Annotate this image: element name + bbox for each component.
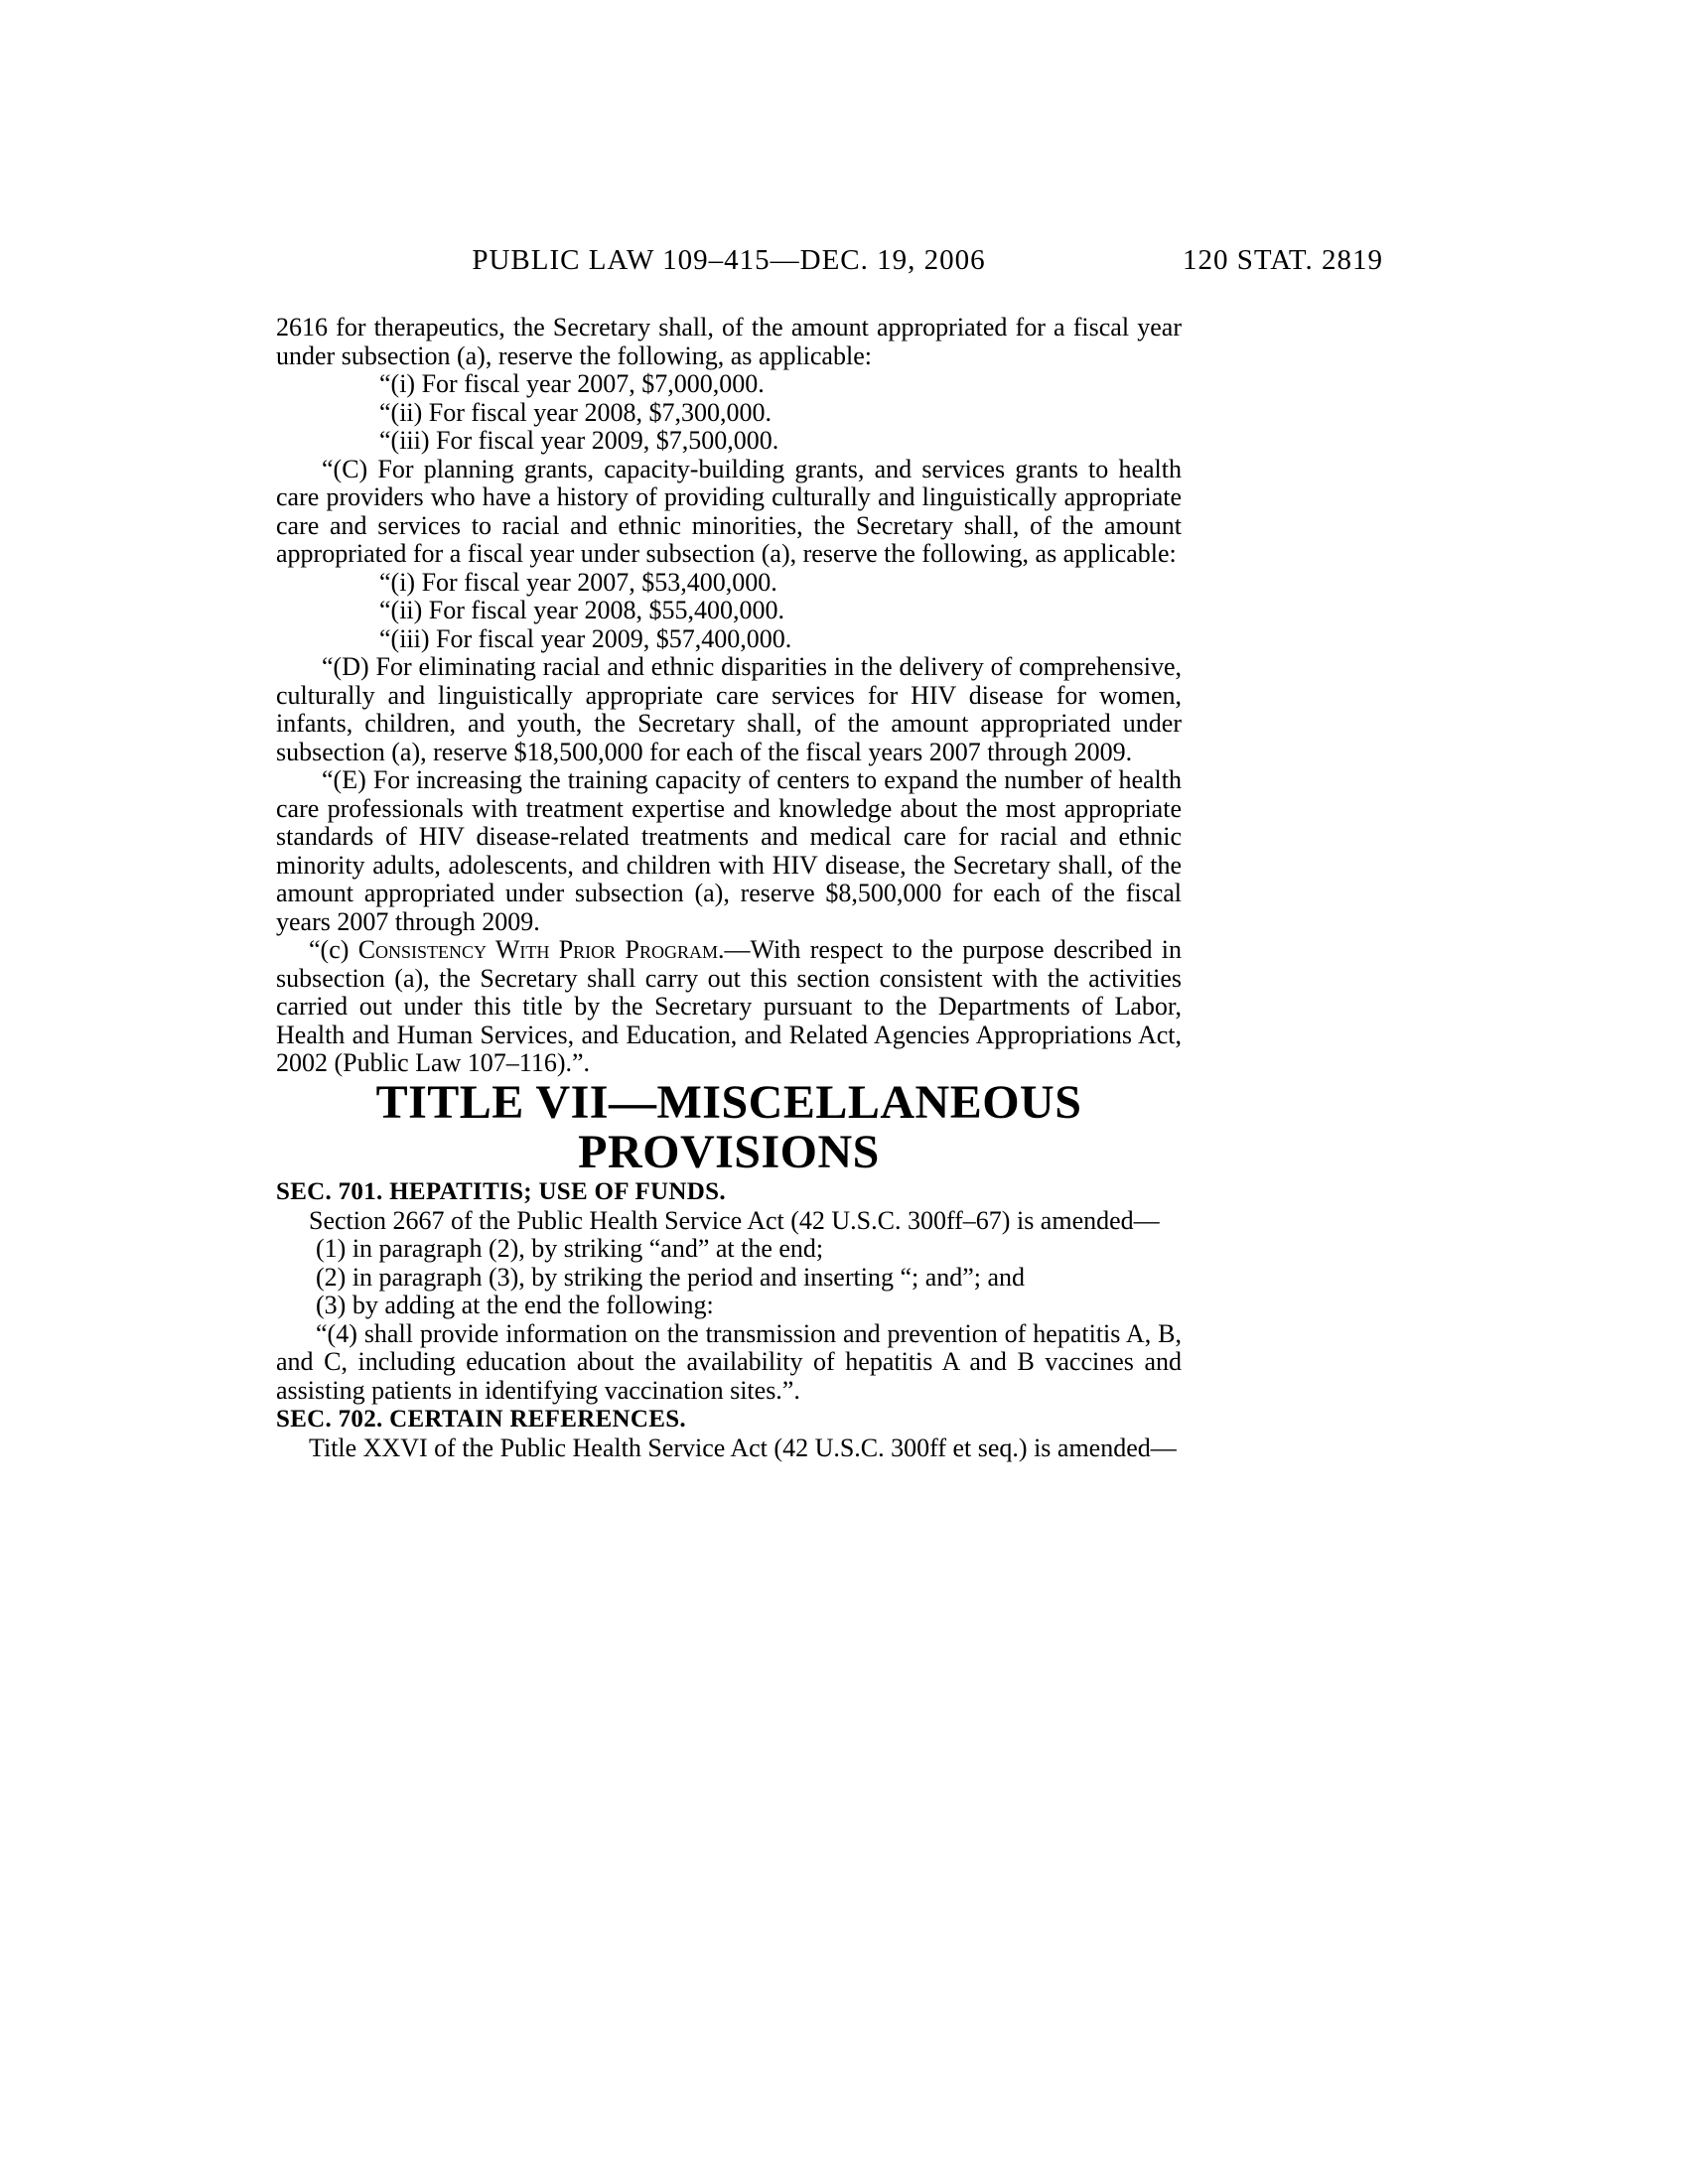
law-number: PUBLIC LAW 109–415—DEC. 19, 2006 — [472, 244, 986, 276]
stat-page-number: 120 STAT. 2819 — [1182, 244, 1383, 276]
subparagraph-d: “(D) For eliminating racial and ethnic disparities in the delivery of comprehensive, culturally and linguistically appropriate care services for HIV disease for women, infants, children, and youth, the Secretary shall, of the amount appropriated under subsection (a), reserve $18,500,000 for each of the fiscal years 2007 through 2009. — [276, 652, 1182, 766]
subparagraph-c: “(C) For planning grants, capacity-building grants, and services grants to health care providers who have a history of providing culturally and linguistically appropriate care and services to racial and ethnic minorities, the Secretary shall, of the amount appropriated for a fiscal year under subsection (a), reserve the following, as applicable: — [276, 454, 1182, 568]
clause-b-iii: “(iii) For fiscal year 2009, $7,500,000. — [379, 426, 779, 455]
section-701-intro: Section 2667 of the Public Health Service Act (42 U.S.C. 300ff–67) is amended— — [309, 1205, 1160, 1235]
section-702-intro: Title XXVI of the Public Health Service Act (42 U.S.C. 300ff et seq.) is amended— — [309, 1433, 1177, 1462]
section-701-item-2: (2) in paragraph (3), by striking the period and inserting “; and”; and — [316, 1262, 1026, 1292]
clause-c-ii: “(ii) For fiscal year 2008, $55,400,000. — [379, 596, 784, 624]
clause-b-ii: “(ii) For fiscal year 2008, $7,300,000. — [379, 397, 772, 427]
section-702-heading: SEC. 702. CERTAIN REFERENCES. — [276, 1406, 686, 1433]
subsection-c-smallcaps-heading: Consistency With Prior Program — [357, 935, 718, 964]
clause-b-i: “(i) For fiscal year 2007, $7,000,000. — [379, 369, 765, 398]
subparagraph-e: “(E) For increasing the training capacity of centers to expand the number of health care professionals with treatment expertise and knowledge about the most appropriate standards of HIV disease-related treatments and medical care for racial and ethnic minority adults, adolescents, and children with HIV disease, the Secretary shall, of the amount appropriated under subsection (a), reserve $8,500,000 for each of the fiscal years 2007 through 2009. — [276, 765, 1182, 936]
amendment-intro-continuation: 2616 for therapeutics, the Secretary shall, of the amount appropriated for a fiscal year under subsection (a), reserve the following, as applicable: — [276, 313, 1182, 370]
section-701-item-1: (1) in paragraph (2), by striking “and” at the end; — [316, 1234, 824, 1263]
clause-c-i: “(i) For fiscal year 2007, $53,400,000. — [379, 567, 777, 597]
clause-c-iii: “(iii) For fiscal year 2009, $57,400,000. — [379, 623, 792, 653]
subsection-c-paragraph — [276, 936, 1182, 1078]
section-701-item-4-quoted: “(4) shall provide information on the transmission and prevention of hepatitis A, B, and C, including education about the availability of hepatitis A and B vaccines and assisting patients in identifying vaccination sites.”. — [276, 1318, 1182, 1405]
subsection-c-text: .—With respect to the purpose described in subsection (a), the Secretary shall carry out this section consistent with the activities carried out under this title by the Secretary pursuant to the Departments of Labor, Health and Human Services, and Education, and Related Agencies Appropriations Act, 2002 (Public Law 107–116).”. — [276, 935, 1182, 1077]
page-body — [276, 314, 1182, 1463]
subsection-c-lead: “(c) — [309, 935, 358, 964]
running-header — [276, 244, 1383, 277]
section-701-item-3: (3) by adding at the end the following: — [316, 1291, 714, 1319]
section-701-heading: SEC. 701. HEPATITIS; USE OF FUNDS. — [276, 1177, 726, 1205]
title-vii-heading: TITLE VII—MISCELLANEOUS PROVISIONS — [375, 1075, 1082, 1178]
